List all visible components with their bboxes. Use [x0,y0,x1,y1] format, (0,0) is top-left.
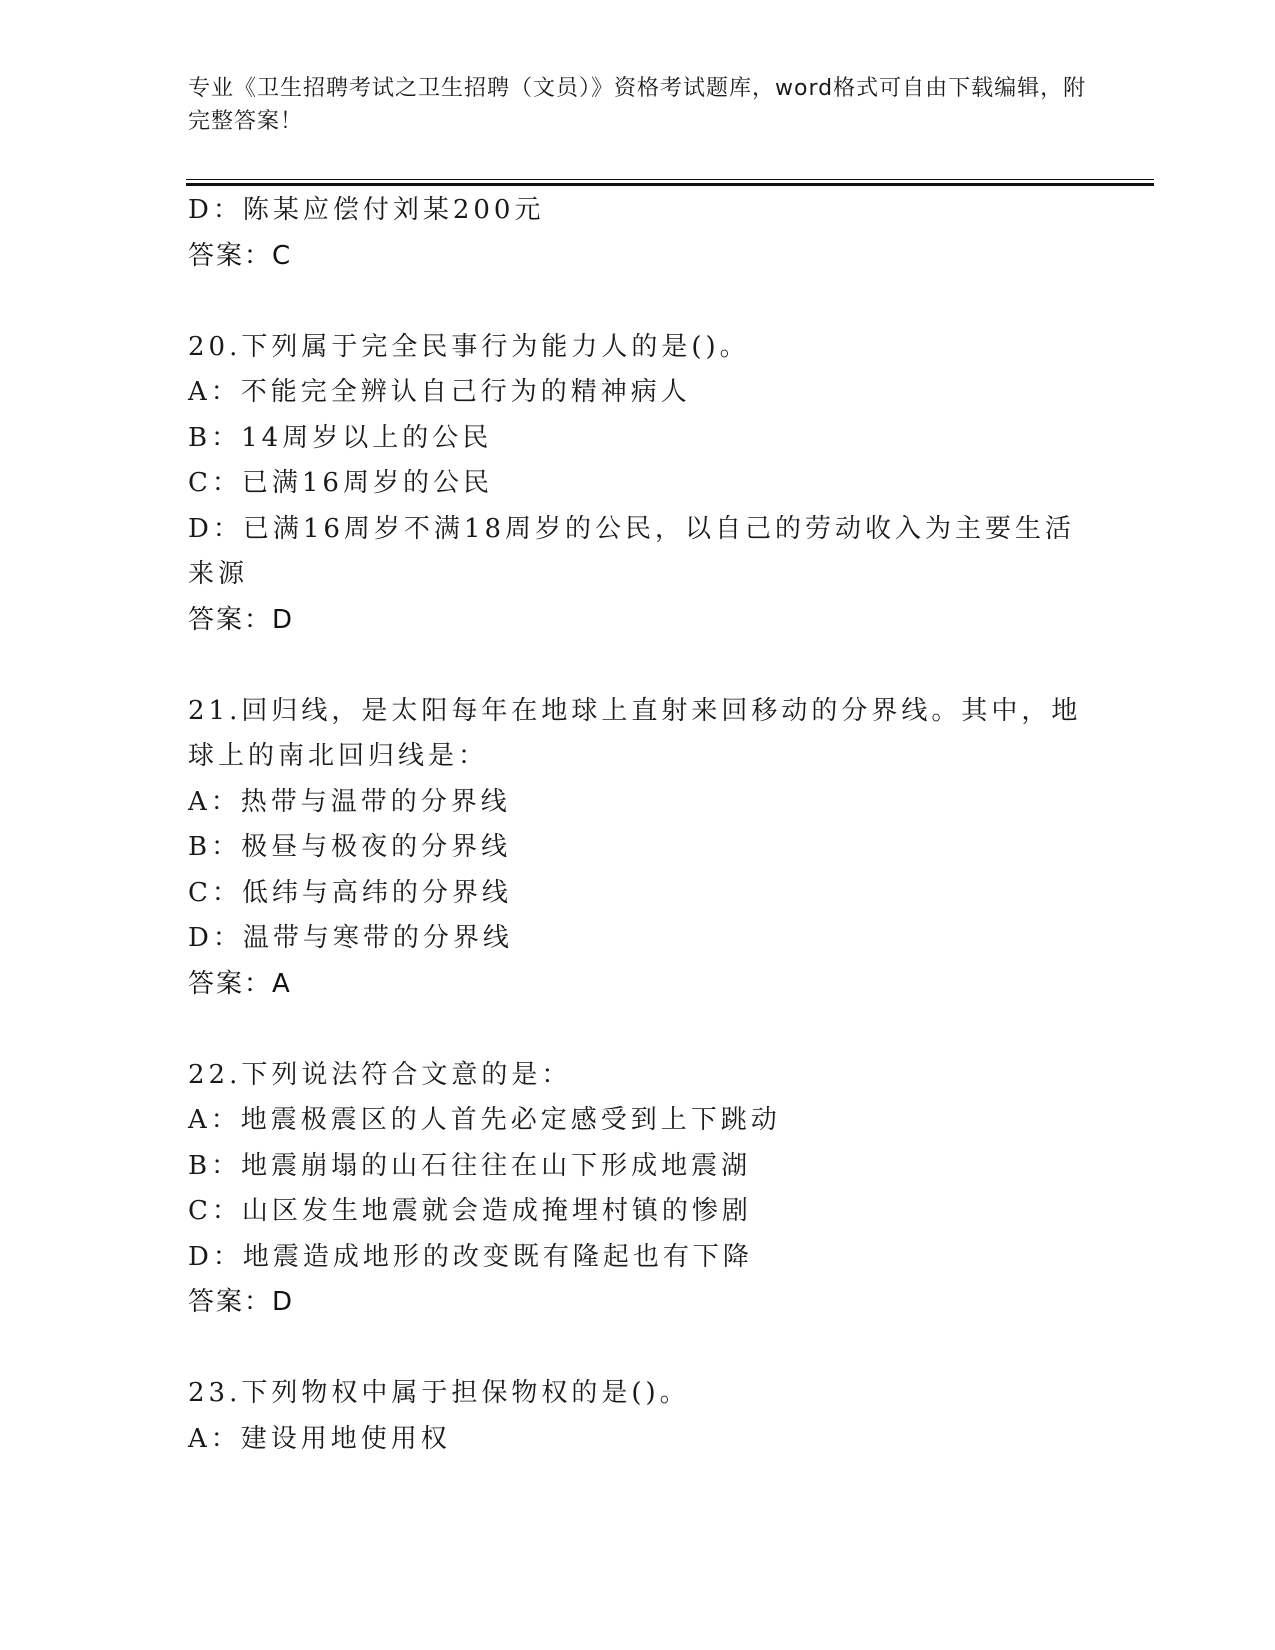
option-line: B：地震崩塌的山石往往在山下形成地震湖 [188,1150,752,1181]
question-stem: 21.回归线，是太阳每年在地球上直射来回移动的分界线。其中，地球上的南北回归线是： [188,695,1082,771]
question-block [188,325,1088,644]
option-line: A：不能完全辨认自己行为的精神病人 [188,377,691,407]
question-stem: 22.下列说法符合文意的是： [188,1059,572,1090]
block-spacer [188,1007,1088,1053]
question-block [188,1371,1088,1462]
answer-line: 答案：C [188,240,293,271]
option-line: A：建设用地使用权 [188,1423,451,1454]
option-line: D：已满16周岁不满18周岁的公民，以自己的劳动收入为主要生活来源 [188,513,1076,589]
answer-line: 答案：A [188,968,292,999]
answer-line: 答案：D [188,1287,295,1317]
question-block [188,1053,1088,1326]
option-line: B：14周岁以上的公民 [188,422,493,453]
block-spacer [188,643,1088,689]
question-block [188,689,1088,1008]
option-line: C：山区发生地震就会造成掩埋村镇的惨剧 [188,1196,752,1226]
answer-line: 答案：D [188,604,295,635]
block-spacer [188,1326,1088,1372]
option-line: A：热带与温带的分界线 [188,786,511,817]
document-header: 专业《卫生招聘考试之卫生招聘（文员）》资格考试题库，word格式可自由下载编辑，附完整答案！ [188,76,1087,134]
question-block [188,188,1088,279]
header-rule-thick [186,183,1154,186]
option-line: C：已满16周岁的公民 [188,468,493,498]
question-list [188,188,1088,1462]
block-spacer [188,279,1088,325]
option-line: C：低纬与高纬的分界线 [188,877,512,908]
option-line: A：地震极震区的人首先必定感受到上下跳动 [188,1105,781,1135]
question-stem: 20.下列属于完全民事行为能力人的是()。 [188,331,750,362]
option-line: D：温带与寒带的分界线 [188,923,513,953]
option-line: D：陈某应偿付刘某200元 [188,195,545,225]
question-stem: 23.下列物权中属于担保物权的是()。 [188,1378,690,1408]
option-line: B：极昼与极夜的分界线 [188,832,512,862]
option-line: D：地震造成地形的改变既有隆起也有下降 [188,1241,753,1272]
header-rule-thin [186,179,1154,180]
